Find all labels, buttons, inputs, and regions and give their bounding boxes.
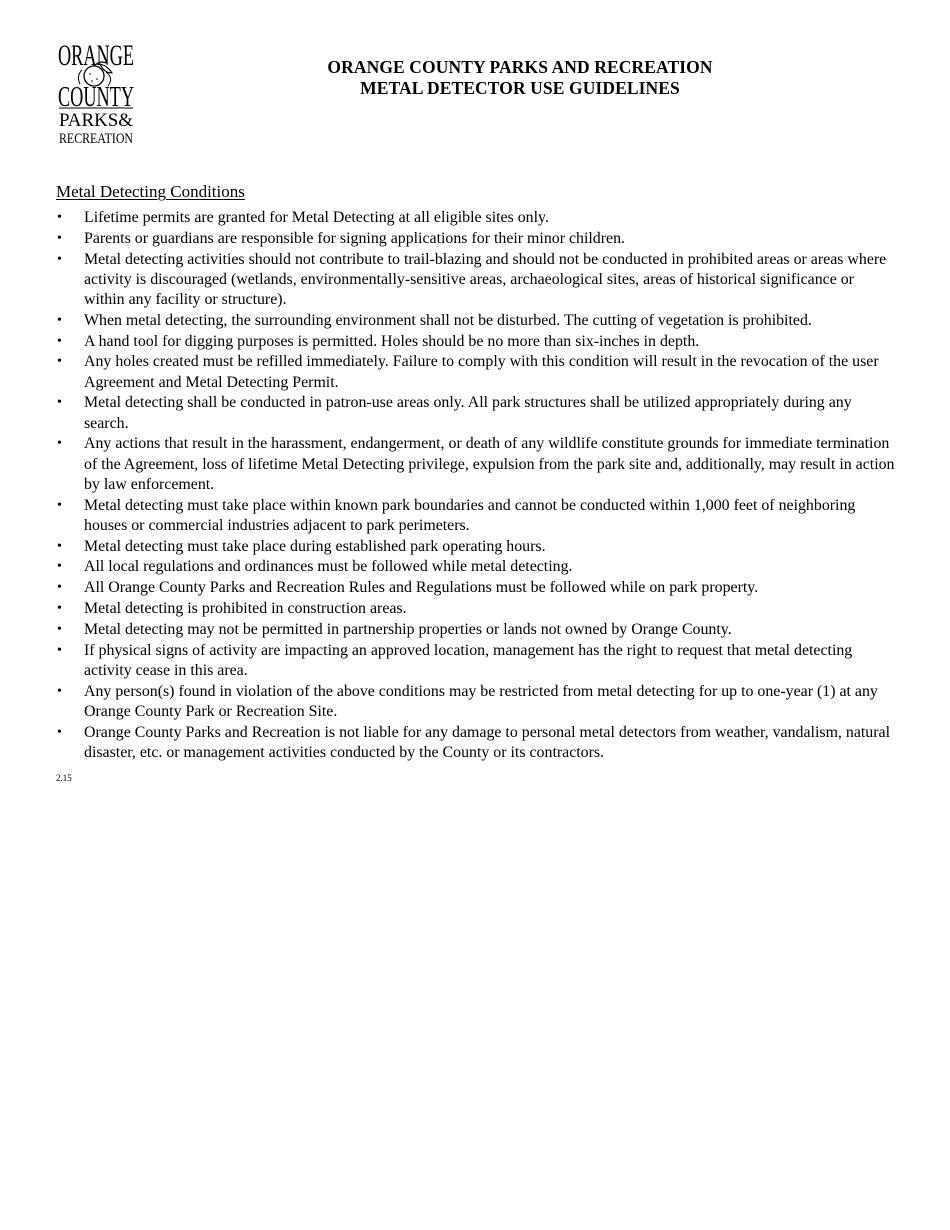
list-item-text: When metal detecting, the surrounding environment shall not be disturbed. The cutting of vegetation is prohibited. — [84, 311, 812, 329]
bullet-icon: • — [57, 559, 62, 575]
document-header — [250, 57, 790, 99]
list-item-text: Metal detecting may not be permitted in partnership properties or lands not owned by Orange County. — [84, 620, 732, 638]
logo-graphic — [56, 40, 136, 146]
list-item-text: Lifetime permits are granted for Metal Detecting at all eligible sites only. — [84, 209, 549, 226]
list-item — [56, 208, 896, 228]
list-item-text: Any holes created must be refilled immediately. Failure to comply with this condition will result in the revocation of the user Agreement and Metal Detecting Permit. — [84, 353, 879, 391]
list-item-text: Any actions that result in the harassment, endangerment, or death of any wildlife constitute grounds for immediate termination of the Agreement, loss of lifetime Metal Detecting privilege, expulsion from the park site and, additionally, may result in action by law enforcement. — [84, 435, 895, 493]
list-item-text: All local regulations and ordinances must be followed while metal detecting. — [84, 558, 573, 576]
bullet-icon: • — [57, 580, 62, 596]
bullet-icon: • — [57, 210, 62, 225]
list-item — [56, 496, 896, 536]
bullet-icon: • — [57, 312, 62, 328]
conditions-list — [56, 208, 896, 764]
logo-line-parks: PARKS& — [59, 110, 134, 131]
bullet-icon: • — [57, 642, 62, 658]
list-item — [56, 599, 896, 619]
section-title: Metal Detecting Conditions — [56, 182, 245, 201]
list-item-text: All Orange County Parks and Recreation Rules and Regulations must be followed while on park property. — [84, 579, 759, 597]
list-item — [56, 311, 896, 331]
list-item — [56, 250, 896, 311]
bullet-icon: • — [57, 600, 62, 616]
header-title-line-1: ORANGE COUNTY PARKS AND RECREATION — [327, 57, 713, 77]
logo-line-recreation: RECREATION — [59, 131, 134, 147]
list-item-text: If physical signs of activity are impacting an approved location, management has the right to request that metal detecting activity cease in this area. — [84, 641, 853, 679]
list-item-text: Metal detecting activities should not contribute to trail-blazing and should not be conducted in prohibited areas or areas where activity is discouraged (wetlands, environmentally-sensitive areas, archaeological sites, areas of historical significance or within any facility or structure). — [84, 250, 887, 308]
header-title-line-2: METAL DETECTOR USE GUIDELINES — [360, 78, 680, 98]
bullet-icon: • — [57, 436, 62, 452]
bullet-icon: • — [57, 683, 62, 699]
list-item-text: A hand tool for digging purposes is permitted. Holes should be no more than six-inches in depth. — [84, 332, 700, 350]
list-item-text: Metal detecting must take place within known park boundaries and cannot be conducted within 1,000 feet of neighboring houses or commercial industries adjacent to park perimeters. — [84, 496, 856, 534]
list-item-text: Metal detecting shall be conducted in patron-use areas only. All park structures shall be utilized appropriately during any search. — [84, 394, 852, 432]
bullet-icon: • — [57, 724, 62, 740]
list-item-text: Metal detecting must take place during established park operating hours. — [84, 537, 546, 555]
bullet-icon: • — [57, 497, 62, 513]
document-code: 2.15 — [56, 773, 72, 783]
list-item — [56, 537, 896, 557]
list-item — [56, 434, 896, 495]
orange-county-parks-logo — [56, 40, 136, 146]
bullet-icon: • — [57, 395, 62, 411]
list-item — [56, 352, 896, 392]
list-item — [56, 682, 896, 722]
list-item — [56, 229, 896, 249]
list-item — [56, 723, 896, 763]
list-item-text: Orange County Parks and Recreation is not liable for any damage to personal metal detectors from weather, vandalism, natural disaster, etc. or management activities conducted by the County or its contractors. — [84, 723, 890, 761]
list-item-text: Metal detecting is prohibited in construction areas. — [84, 599, 407, 617]
list-item-text: Parents or guardians are responsible for signing applications for their minor children. — [84, 229, 626, 247]
bullet-icon: • — [57, 354, 62, 370]
bullet-icon: • — [57, 333, 62, 349]
list-item — [56, 332, 896, 352]
list-item — [56, 641, 896, 681]
bullet-icon: • — [57, 538, 62, 554]
logo-line-orange: ORANGE — [58, 39, 134, 72]
bullet-icon: • — [57, 230, 62, 246]
list-item-text: Any person(s) found in violation of the above conditions may be restricted from metal detecting for up to one-year (1) at any Orange County Park or Recreation Site. — [84, 682, 878, 720]
logo-line-county: COUNTY — [58, 82, 134, 113]
list-item — [56, 578, 896, 598]
bullet-icon: • — [57, 251, 62, 267]
list-item — [56, 557, 896, 577]
list-item — [56, 620, 896, 640]
list-item — [56, 393, 896, 433]
bullet-icon: • — [57, 621, 62, 637]
